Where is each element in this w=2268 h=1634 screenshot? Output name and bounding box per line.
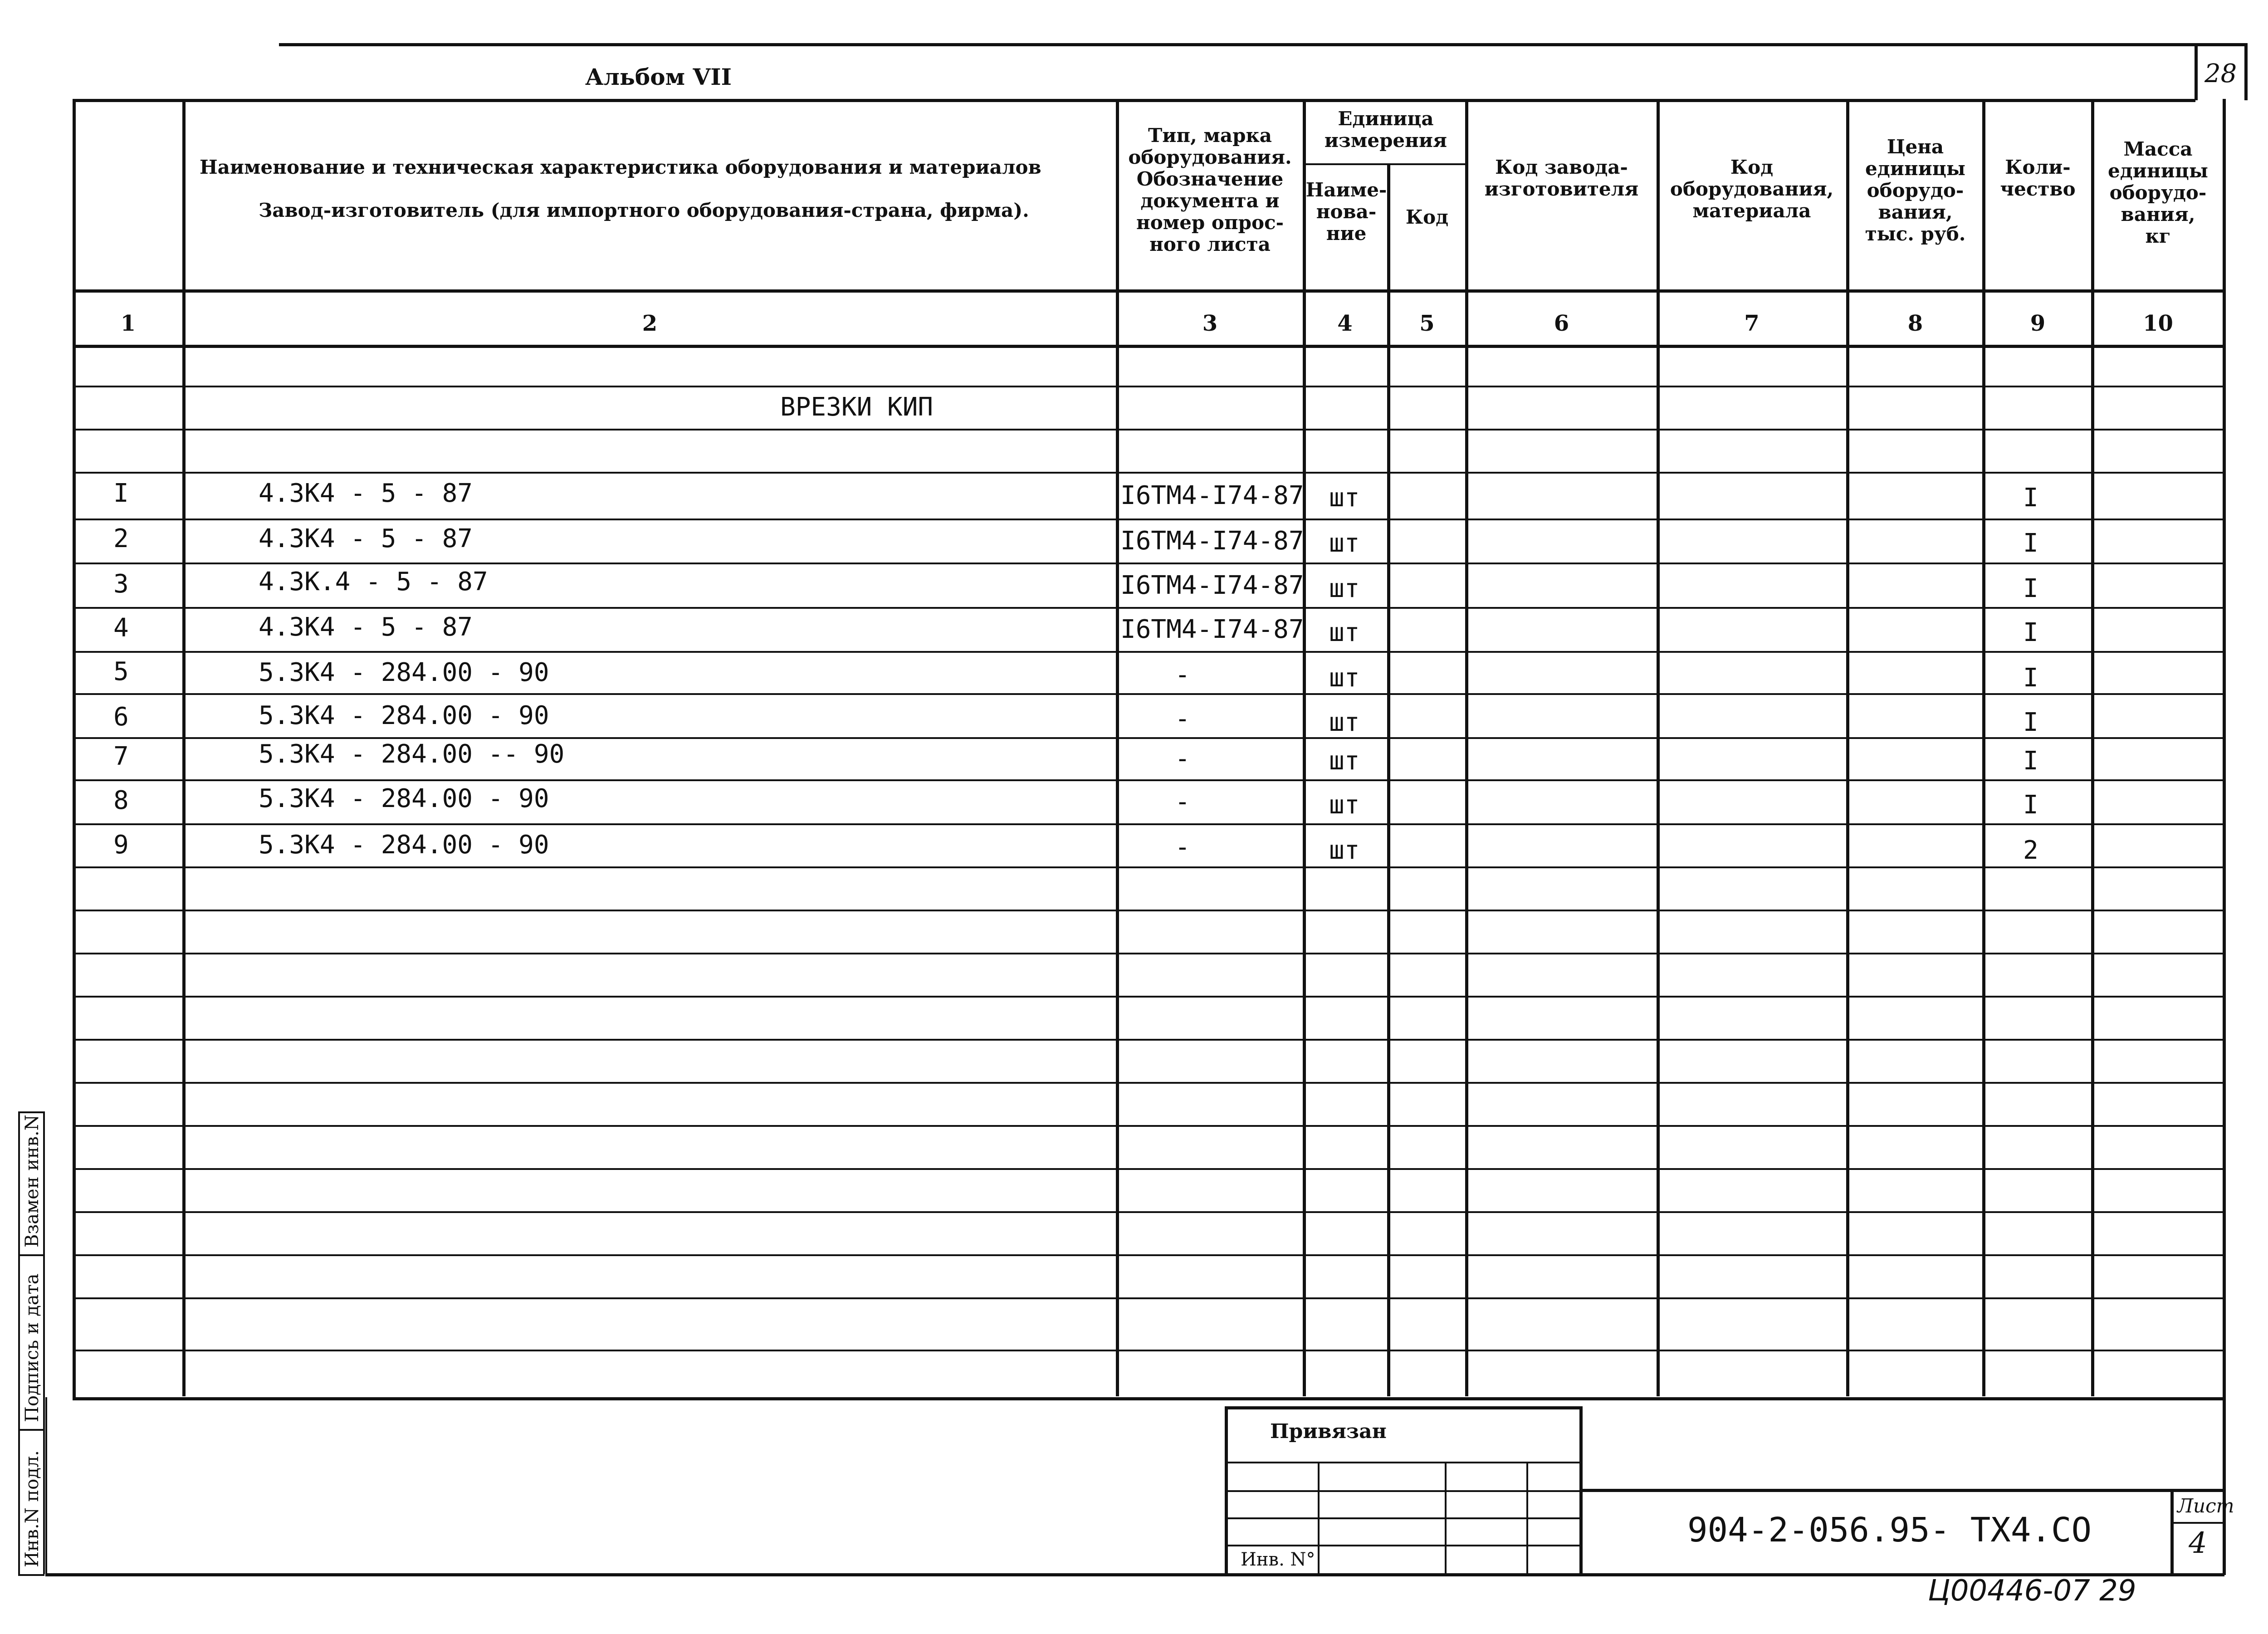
col-number: 4 [1337, 311, 1353, 336]
row-unit: шт [1329, 836, 1360, 865]
row-unit: шт [1329, 483, 1360, 513]
row-doc: - [1175, 787, 1190, 817]
col8-header: Цена единицы оборудо- вания, тыс. руб. [1865, 136, 1966, 245]
row-doc: I6ТМ4-I74-87 [1120, 615, 1304, 644]
bound-label: Привязан [1270, 1420, 1387, 1443]
stamp-signature-date: Подпись и дата [22, 1273, 43, 1422]
row-number: 4 [113, 613, 129, 643]
row-name: 4.3К4 - 5 - 87 [259, 612, 473, 642]
col-number: 10 [2143, 311, 2173, 336]
row-doc: - [1175, 660, 1190, 690]
row-unit: шт [1329, 574, 1360, 603]
document-code: 904-2-056.95- ТХ4.СО [1687, 1511, 2092, 1550]
row-name: 5.3К4 - 284.00 - 90 [259, 658, 549, 687]
row-qty: I [2023, 574, 2038, 603]
sheet-corner-number: 28 [2204, 59, 2237, 88]
row-number: I [113, 479, 129, 508]
row-name: 4.3К4 - 5 - 87 [259, 479, 473, 508]
row-number: 3 [113, 569, 129, 599]
row-number: 2 [113, 524, 129, 553]
col-number: 9 [2030, 311, 2046, 336]
row-number: 5 [113, 657, 129, 686]
row-name: 5.3К4 - 284.00 -- 90 [259, 739, 565, 769]
row-doc: - [1175, 744, 1190, 773]
row-name: 5.3К4 - 284.00 - 90 [259, 830, 549, 860]
row-qty: I [2023, 483, 2038, 513]
row-qty: I [2023, 746, 2038, 776]
row-qty: I [2023, 708, 2038, 737]
sheet-number: 4 [2189, 1526, 2207, 1560]
stamp-replaced-inv: Взамен инв.N [22, 1115, 43, 1248]
col-number: 1 [120, 311, 136, 336]
col2-header-line2: Завод-изготовитель (для импортного оборудования-страна, фирма). [259, 199, 1029, 221]
row-doc: - [1175, 832, 1190, 862]
col5-header: Код [1405, 206, 1449, 228]
col9-header: Коли- чество [2000, 156, 2076, 200]
row-qty: I [2023, 528, 2038, 558]
col-number: 7 [1744, 311, 1760, 336]
album-label: Альбом VII [585, 64, 732, 90]
row-number: 6 [113, 702, 129, 732]
section-title: ВРЕЗКИ КИП [780, 392, 934, 422]
col-number: 6 [1554, 311, 1569, 336]
row-doc: I6ТМ4-I74-87 [1120, 526, 1304, 556]
row-unit: шт [1329, 663, 1360, 693]
row-doc: I6ТМ4-I74-87 [1120, 571, 1304, 600]
row-number: 7 [113, 742, 129, 771]
col7-header: Код оборудования, материала [1670, 156, 1834, 222]
row-unit: шт [1329, 790, 1360, 820]
row-unit: шт [1329, 618, 1360, 647]
col-number: 2 [642, 311, 658, 336]
col2-header-line1: Наименование и техническая характеристика оборудования и материалов [200, 156, 1041, 178]
row-number: 8 [113, 786, 129, 815]
row-name: 5.3К4 - 284.00 - 90 [259, 784, 549, 813]
col10-header: Масса единицы оборудо- вания, кг [2108, 138, 2208, 247]
footer-archive-code: Ц00446-07 29 [1928, 1574, 2136, 1608]
units-group-header: Единица измерения [1324, 108, 1447, 152]
col3-header: Тип, марка оборудования. Обозначение документа и номер опрос- ного листа [1128, 124, 1292, 255]
row-name: 4.3К4 - 5 - 87 [259, 524, 473, 553]
row-number: 9 [113, 830, 129, 860]
col4-header: Наимe- нова- ние [1305, 179, 1387, 245]
row-qty: I [2023, 663, 2038, 693]
col-number: 5 [1419, 311, 1435, 336]
row-qty: I [2023, 790, 2038, 820]
sheet-label: Лист [2177, 1495, 2234, 1517]
row-name: 4.3К.4 - 5 - 87 [259, 567, 488, 597]
stamp-inv-orig: Инв.N подл. [22, 1450, 43, 1567]
row-qty: 2 [2023, 836, 2038, 865]
row-unit: шт [1329, 528, 1360, 558]
col-number: 3 [1202, 311, 1218, 336]
inv-label: Инв. N° [1241, 1549, 1315, 1570]
row-name: 5.3К4 - 284.00 - 90 [259, 701, 549, 730]
row-doc: - [1175, 704, 1190, 734]
row-qty: I [2023, 618, 2038, 647]
row-doc: I6ТМ4-I74-87 [1120, 481, 1304, 510]
row-unit: шт [1329, 746, 1360, 776]
col6-header: Код завода- изготовителя [1484, 156, 1639, 200]
row-unit: шт [1329, 708, 1360, 737]
col-number: 8 [1907, 311, 1923, 336]
